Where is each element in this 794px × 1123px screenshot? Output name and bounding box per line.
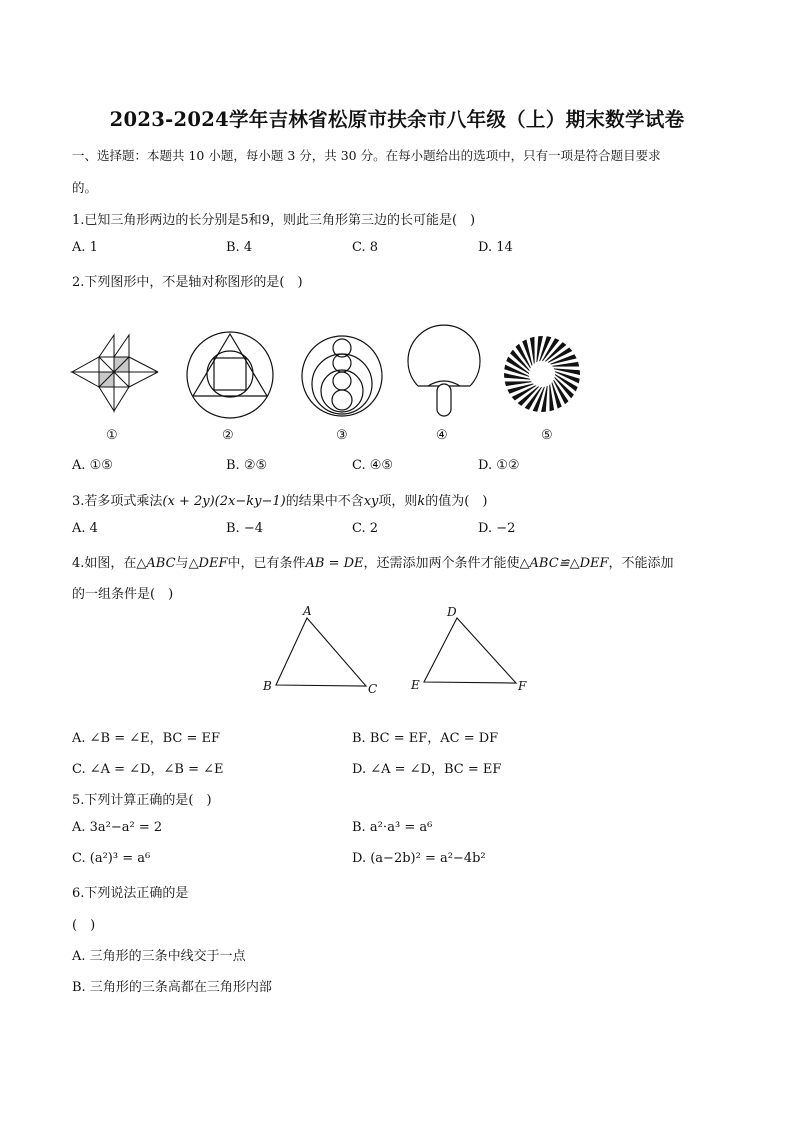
section-heading-line1: 一、选择题：本题共 10 小题，每小题 3 分，共 30 分。在每小题给出的选项中，只有一项是符合题目要求 — [72, 148, 661, 163]
question-5-stem: 5.下列计算正确的是( ) — [72, 793, 212, 808]
question-3-stem — [72, 490, 487, 509]
figure-1-label: ① — [106, 428, 118, 443]
q6-option-a: A. 三角形的三条中线交于一点 — [72, 949, 246, 964]
question-6-answer-paren: ( ) — [72, 918, 96, 933]
q4-triangle-def: △DEF — [188, 556, 228, 571]
q4-text-1: 4.如图，在 — [72, 556, 137, 571]
figure-3-label: ③ — [336, 428, 348, 443]
q3-text-2: 的结果中不含 — [285, 494, 364, 509]
q1-option-a: A. 1 — [72, 240, 98, 255]
q4-text-5: ，不能添加 — [608, 556, 674, 571]
question-2-stem: 2.下列图形中，不是轴对称图形的是( ) — [72, 275, 303, 290]
figure-2-circle-triangle — [185, 330, 275, 420]
sunburst-blade — [536, 336, 543, 362]
page-title: 2023-2024学年吉林省松原市扶余市八年级（上）期末数学试卷 — [109, 108, 685, 131]
q4-condition: AB = DE — [305, 556, 364, 571]
q2-option-a: A. ①⑤ — [72, 458, 113, 473]
sunburst-blade — [554, 368, 580, 375]
q4-text-2: 与 — [175, 556, 189, 571]
q4-option-b: B. BC = EF，AC = DF — [352, 731, 499, 746]
q5-option-d: D. (a−2b)² = a²−4b² — [352, 851, 486, 866]
question-4-stem-line2: 的一组条件是( ) — [72, 587, 174, 602]
q3-term: xy — [363, 494, 379, 509]
q1-option-d: D. 14 — [478, 240, 513, 255]
q3-option-c: C. 2 — [352, 521, 379, 536]
vertex-a-label: A — [303, 604, 312, 618]
q3-expression: (x + 2y)(2x−ky−1) — [162, 494, 286, 509]
figure-5-label: ⑤ — [541, 428, 553, 443]
q4-text-3: 中，已有条件 — [227, 556, 306, 571]
q2-option-b: B. ②⑤ — [226, 458, 268, 473]
q5-option-c: C. (a²)³ = a⁶ — [72, 851, 151, 866]
question-4-stem-line1 — [72, 552, 674, 571]
sunburst-blade — [504, 373, 530, 380]
q5-option-a: A. 3a²−a² = 2 — [72, 820, 163, 835]
q3-text-1: 3.若多项式乘法 — [72, 494, 163, 509]
vertex-f-label: F — [518, 679, 527, 693]
sunburst-blade — [541, 386, 548, 412]
triangle-def-figure — [408, 602, 538, 698]
vertex-c-label: C — [368, 682, 378, 696]
figure-2-label: ② — [222, 428, 234, 443]
q4-option-c: C. ∠A = ∠D，∠B = ∠E — [72, 762, 224, 777]
vertex-b-label: B — [263, 679, 272, 693]
q1-option-b: B. 4 — [226, 240, 253, 255]
q4-triangle-abc: △ABC — [136, 556, 176, 571]
section-heading-line2: 的。 — [72, 180, 98, 195]
q6-option-b: B. 三角形的三条高都在三角形内部 — [72, 980, 272, 995]
vertex-d-label: D — [447, 605, 457, 619]
q3-text-3: 项，则 — [378, 494, 418, 509]
figure-3-nested-circles — [300, 334, 384, 418]
q3-option-a: A. 4 — [72, 521, 98, 536]
q4-option-a: A. ∠B = ∠E，BC = EF — [72, 731, 221, 746]
figure-5-sunburst — [502, 334, 582, 414]
triangle-abc-figure — [262, 602, 392, 698]
vertex-e-label: E — [411, 678, 420, 692]
figure-4-label: ④ — [436, 428, 448, 443]
q3-variable: k — [417, 494, 426, 509]
q2-option-d: D. ①② — [478, 458, 520, 473]
q2-option-c: C. ④⑤ — [352, 458, 394, 473]
figure-4-fan — [404, 330, 484, 430]
figure-1-pinwheel — [70, 333, 160, 413]
q5-option-b: B. a²⋅a³ = a⁶ — [352, 820, 433, 835]
q1-option-c: C. 8 — [352, 240, 379, 255]
q3-option-b: B. −4 — [226, 521, 263, 536]
q4-option-d: D. ∠A = ∠D，BC = EF — [352, 762, 502, 777]
q3-text-4: 的值为( ) — [425, 494, 488, 509]
q4-text-4: ，还需添加两个条件才能使 — [363, 556, 520, 571]
question-1-stem: 1.已知三角形两边的长分别是5和9，则此三角形第三边的长可能是( ) — [72, 213, 476, 228]
question-6-stem: 6.下列说法正确的是 — [72, 886, 189, 901]
q3-option-d: D. −2 — [478, 521, 516, 536]
q4-congruence: △ABC≌△DEF — [519, 556, 609, 571]
